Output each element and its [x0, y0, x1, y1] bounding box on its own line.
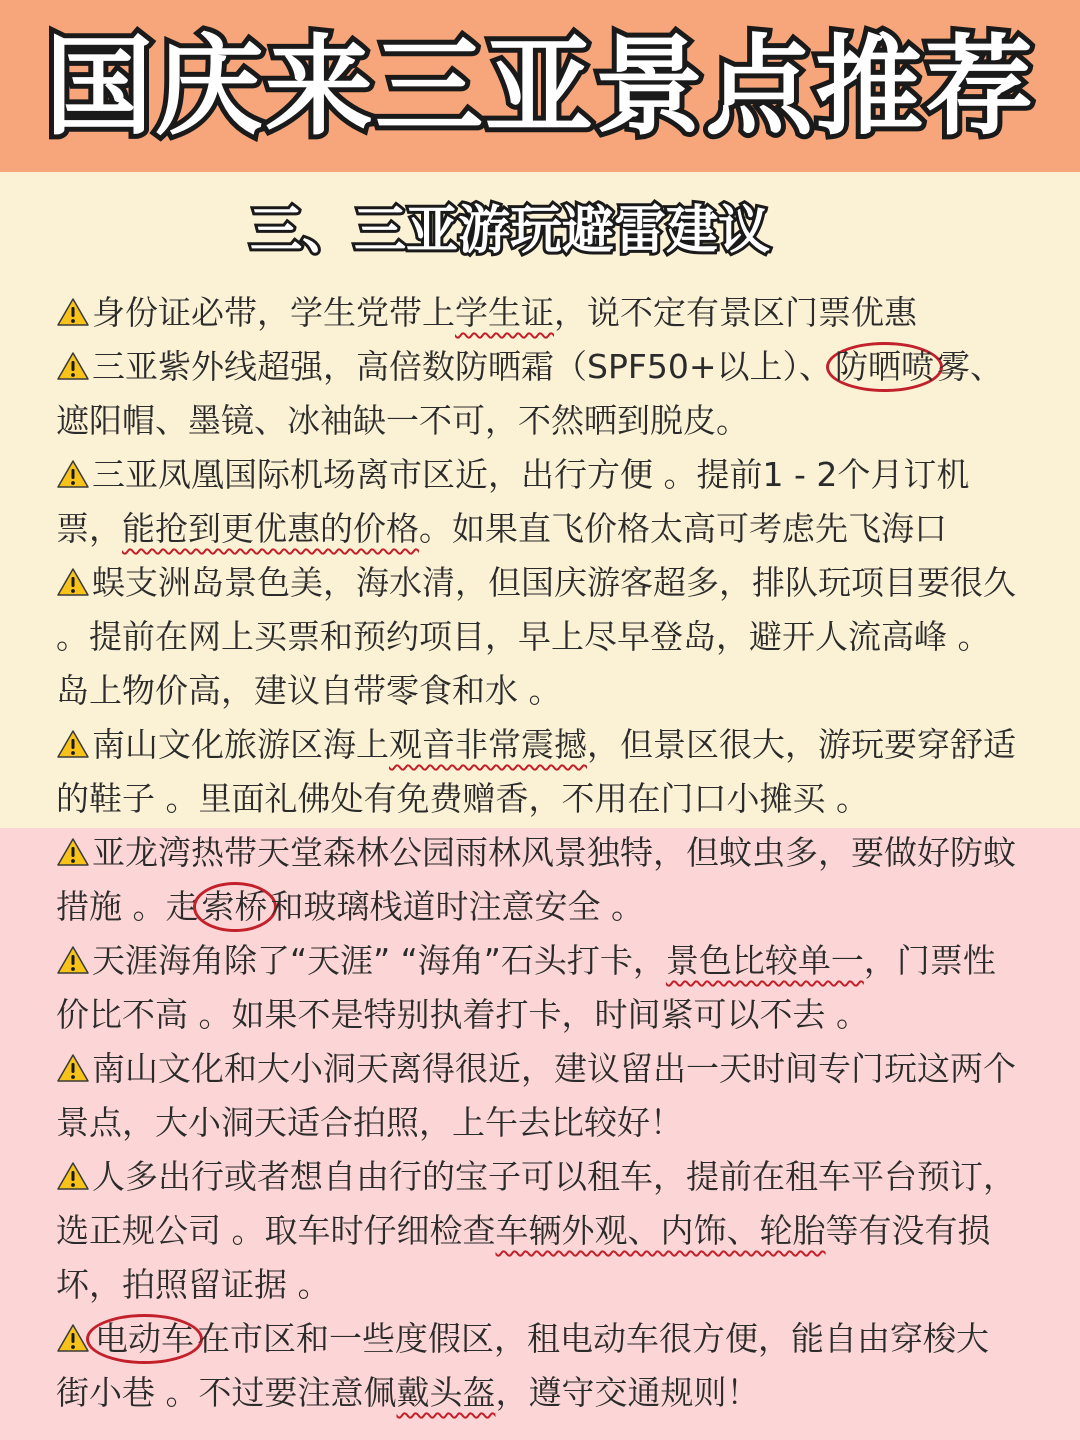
tip-text: ，说不定有景区门票优惠 — [554, 293, 917, 332]
tip-text: 南山文化旅游区海上 — [92, 725, 389, 764]
tip-item — [56, 340, 1016, 448]
tip-text: 和玻璃栈道时注意安全 。 — [270, 887, 644, 926]
tip-text: 人多出行或者想自由行的宝子可以租车，提前在租车平台预订，选正规公司 。取车时仔细检查 — [56, 1157, 1016, 1250]
underlined-highlight: 能抢到更优惠的价格 — [122, 509, 419, 548]
warning-icon — [56, 937, 90, 967]
tip-text: 蜈支洲岛景色美，海水清，但国庆游客超多，排队玩项目要很久 。提前在网上买票和预约项目，早上尽早登岛，避开人流高峰 。岛上物价高，建议自带零食和水 。 — [56, 563, 1016, 710]
tip-item — [56, 1150, 1016, 1312]
tip-text: 。如果直飞价格太高可考虑先飞海口 — [419, 509, 947, 548]
tip-text: 三亚紫外线超强，高倍数防晒霜（SPF50+以上）、 — [92, 347, 832, 386]
page-title: 国庆来三亚景点推荐 — [44, 25, 1035, 150]
tip-text: 亚龙湾热带天堂森林公园雨林风景独特，但蚊虫多，要做好防蚊措施 。走 — [56, 833, 1016, 926]
tip-text: 在市区和一些度假区，租电动车很方便，能自由穿梭大街小巷 。不过要注意佩 — [56, 1319, 989, 1412]
tip-item — [56, 826, 1016, 934]
tip-item — [56, 1042, 1016, 1150]
tip-item — [56, 556, 1016, 718]
warning-icon — [56, 1153, 90, 1183]
tip-text: 三亚凤凰国际机场离市区近，出行方便 。提前1 - 2个月订机票， — [56, 455, 970, 548]
section-heading: 三、三亚游玩避雷建议 — [249, 201, 770, 261]
tip-text: ，遵守交通规则！ — [495, 1373, 760, 1412]
warning-icon — [56, 451, 90, 481]
tip-item — [56, 448, 1016, 556]
warning-icon — [56, 1045, 90, 1075]
tip-item — [56, 1312, 1016, 1420]
warning-icon — [56, 721, 90, 751]
tip-text: 身份证必带，学生党带上 — [92, 293, 455, 332]
warning-icon — [56, 829, 90, 859]
tip-item — [56, 286, 1016, 340]
tip-text: 雾、遮阳帽、墨镜、冰袖缺一不可，不然晒到脱皮。 — [56, 347, 1003, 440]
tip-text: ，但景区很大，游玩要穿舒适的鞋子 。里面礼佛处有免费赠香，不用在门口小摊买 。 — [56, 725, 1016, 818]
circled-highlight: 防晒喷 — [826, 342, 943, 392]
tip-text: ，门票性价比不高 。如果不是特别执着打卡，时间紧可以不去 。 — [56, 941, 996, 1034]
underlined-highlight: 观音非常震撼 — [389, 725, 587, 764]
warning-icon — [56, 289, 90, 319]
circled-highlight: 电动车 — [86, 1314, 203, 1364]
tips-list — [56, 286, 1016, 1420]
tip-item — [56, 718, 1016, 826]
circled-highlight: 索桥 — [193, 882, 277, 932]
underlined-highlight: 景色比较单一 — [665, 941, 864, 980]
underlined-highlight: 车辆外观、内饰、轮胎 — [495, 1211, 826, 1250]
tip-item — [56, 934, 1016, 1042]
warning-icon — [56, 559, 90, 589]
warning-icon — [56, 343, 90, 373]
tip-text: 天涯海角除了“天涯” “海角”石头打卡， — [92, 941, 666, 980]
underlined-highlight: 戴头盔 — [396, 1373, 496, 1412]
warning-icon — [56, 1315, 90, 1345]
tip-text: 南山文化和大小洞天离得很近，建议留出一天时间专门玩这两个景点，大小洞天适合拍照，上午去比较好！ — [56, 1049, 1016, 1142]
tip-text: 等有没有损坏，拍照留证据 。 — [56, 1211, 991, 1304]
underlined-highlight: 学生证 — [455, 293, 554, 332]
